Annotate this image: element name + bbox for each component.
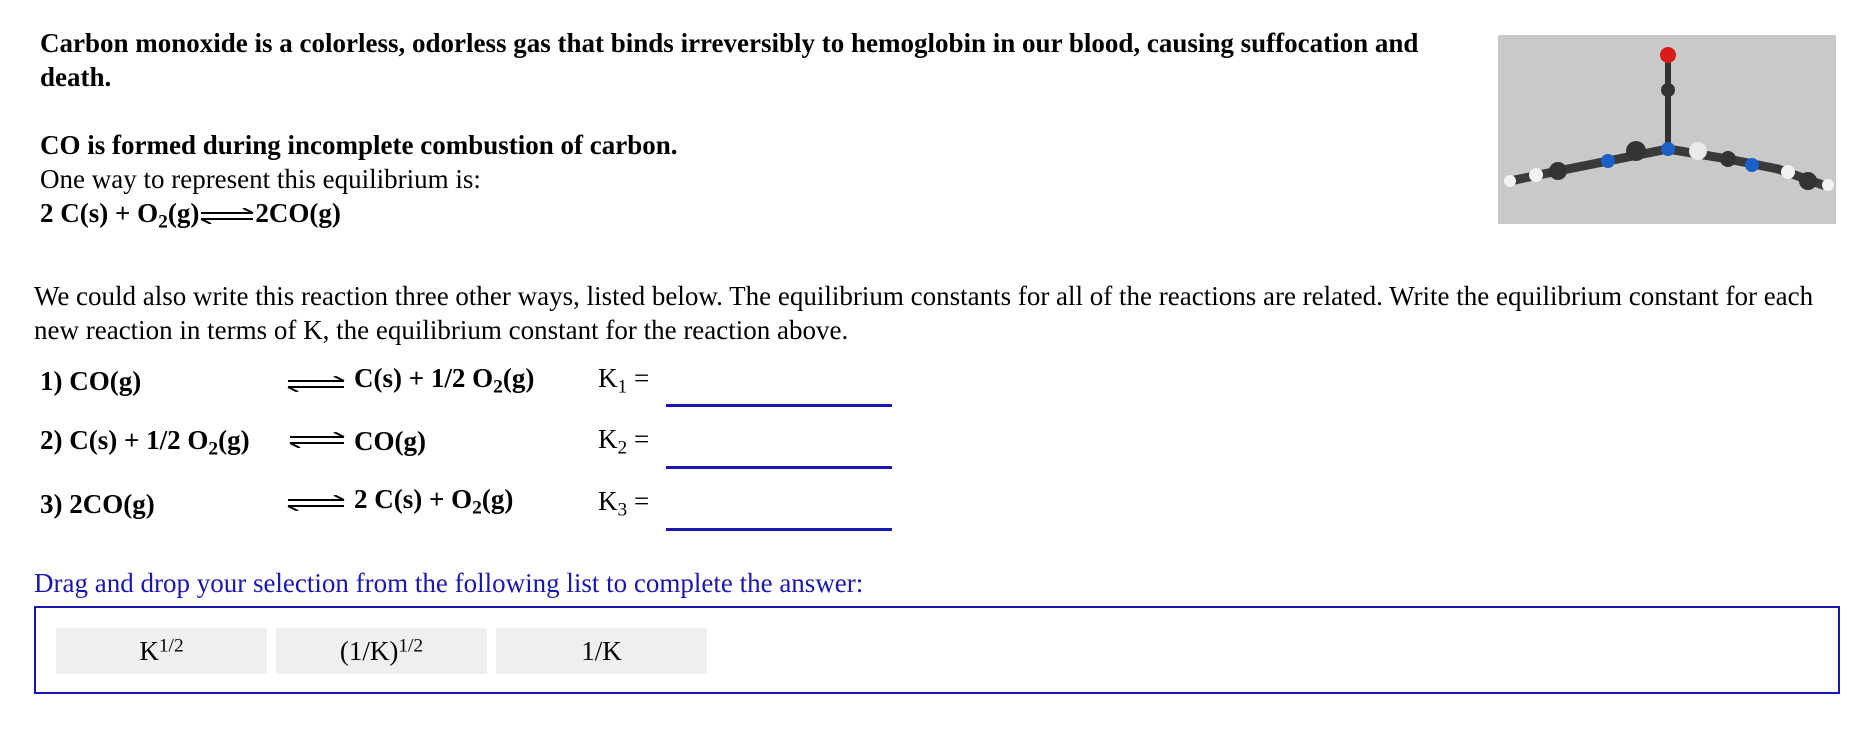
drag-prompt: Drag and drop your selection from the following list to complete the answer:: [34, 568, 864, 598]
equilibrium-arrow-icon: [286, 376, 346, 392]
reaction-3-right-sub: 2: [472, 497, 482, 519]
k2-drop-target[interactable]: [666, 466, 892, 469]
reaction-3-right-end: (g): [481, 484, 514, 514]
reaction-3-right: [354, 484, 514, 519]
reaction-1-right: [354, 363, 535, 398]
reaction-3-left: 3) 2CO(g): [40, 489, 155, 519]
k3-equals: =: [633, 486, 650, 516]
k3-letter: K: [598, 486, 618, 516]
intro-block: [40, 26, 1420, 233]
main-eq-left-sub: 2: [158, 211, 168, 233]
intro-combustion: CO is formed during incomplete combustion of carbon.: [40, 130, 678, 160]
main-eq-right: 2CO(g): [255, 198, 341, 228]
molecule-icon: [1498, 35, 1836, 224]
equilibrium-arrow-icon: [199, 208, 255, 224]
reaction-3-right-text: 2 C(s) + O: [354, 484, 473, 514]
k3-drop-target[interactable]: [666, 528, 892, 531]
k1-label: [598, 363, 650, 398]
k1-sub: 1: [617, 376, 628, 398]
choice-k-half[interactable]: [56, 628, 267, 674]
main-eq-left: 2 C(s) + O: [40, 198, 159, 228]
reaction-2-left-text: 2) C(s) + 1/2 O: [40, 425, 209, 455]
k2-sub: 2: [617, 437, 628, 459]
reaction-2-left-sub: 2: [208, 438, 219, 460]
k3-label: [598, 486, 650, 521]
k1-drop-target[interactable]: [666, 404, 892, 407]
molecule-image: [1498, 35, 1836, 224]
choice-3-base: 1/K: [581, 636, 622, 666]
choice-1-sup: 1/2: [158, 635, 184, 657]
answer-bank: [34, 606, 1840, 694]
k1-equals: =: [633, 363, 650, 393]
choice-1-base: K: [139, 636, 159, 666]
choice-2-base: (1/K): [339, 636, 399, 666]
reaction-1-left: 1) CO(g): [40, 366, 142, 396]
k2-letter: K: [598, 424, 618, 454]
reaction-2-left: [40, 425, 250, 460]
main-equation: [40, 196, 1420, 233]
choice-2-sup: 1/2: [398, 635, 424, 657]
reaction-1-right-sub: 2: [493, 376, 503, 398]
equilibrium-arrow-icon: [288, 432, 346, 448]
reaction-2-right: CO(g): [354, 426, 426, 456]
reaction-2-left-end: (g): [218, 425, 250, 455]
main-eq-left-end: (g): [167, 198, 200, 228]
reaction-1-right-text: C(s) + 1/2 O: [354, 363, 494, 393]
choice-inverse-k-half[interactable]: [276, 628, 487, 674]
intro-represent: One way to represent this equilibrium is:: [40, 164, 481, 194]
reaction-1-right-end: (g): [502, 363, 535, 393]
intro-statement: Carbon monoxide is a colorless, odorless gas that binds irreversibly to hemoglobin in our blood, causing suffocation and death.: [40, 28, 1419, 92]
k2-label: [598, 424, 650, 459]
k2-equals: =: [633, 424, 650, 454]
choice-inverse-k[interactable]: [496, 628, 707, 674]
k3-sub: 3: [617, 499, 628, 521]
instructions-text: We could also write this reaction three other ways, listed below. The equilibrium constants for all of the reactions are related. Write the equilibrium constant for each new reaction in terms of K, the equilibrium constant for the reaction above.: [34, 281, 1814, 345]
k1-letter: K: [598, 363, 618, 393]
equilibrium-arrow-icon: [286, 495, 346, 511]
